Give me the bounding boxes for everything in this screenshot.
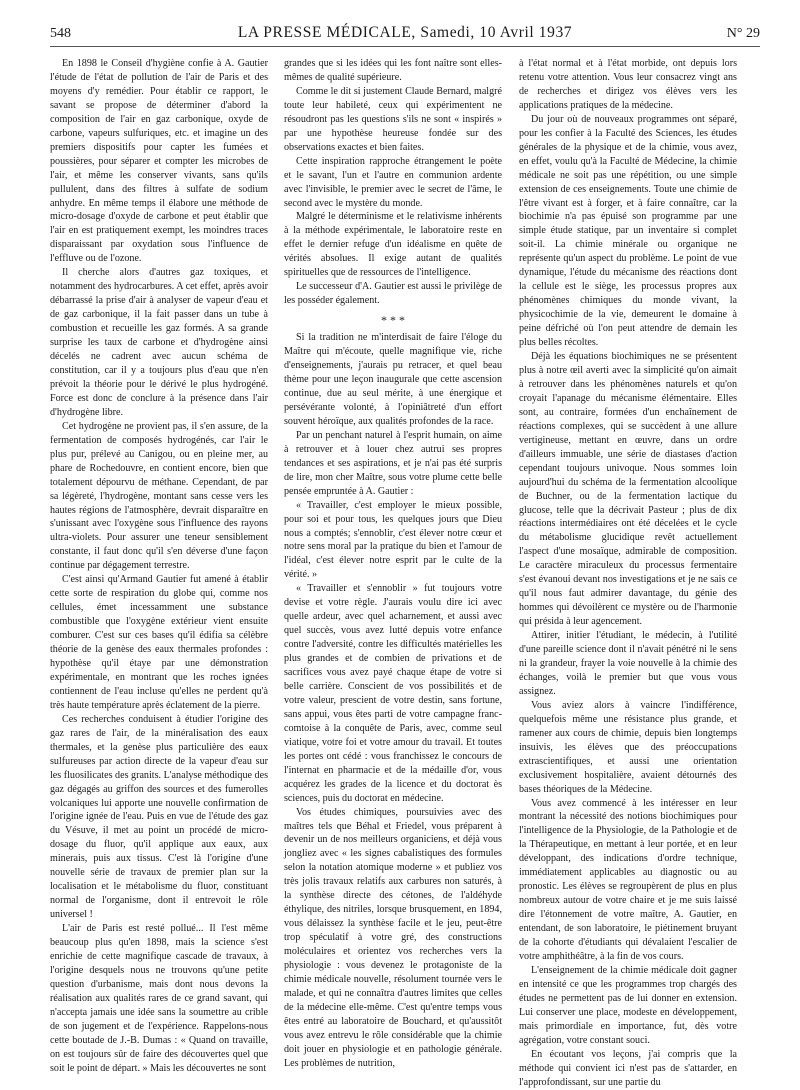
issue-number: N° 29 (726, 26, 760, 41)
journal-title: LA PRESSE MÉDICALE, Samedi, 10 Avril 1937 (237, 24, 573, 41)
column-3 (519, 57, 737, 1088)
column-2 (284, 57, 502, 1072)
paragraph: Il cherche alors d'autres gaz toxiques, et notamment des hydrocarbures. A cet effet, après avoir débarrassé la prise d'air à analyser de vapeur d'eau et de gaz carbonique, il la fait passer dans un tube à combustion et recueille les gaz formés. A sa grande surprise les taux de carbone et d'hydrogène ainsi décelés ne cadrent avec aucun schéma de constitution, car il y a toujours plus d'eau que n'en prévoit la théorie pour le dérivé le plus hydrogéné. Force est donc de conclure à la présence dans l'air d'hydrogène libre. (50, 267, 268, 418)
paragraph: Attirer, initier l'étudiant, le médecin, à l'utilité d'une pareille science dont il n'avait pénétré ni le sens ni la grandeur, frayer la voie nouvelle à la chimie des échanges, voilà le premier but que vous vous assignez. (519, 630, 737, 697)
column-1 (50, 57, 268, 1072)
paragraph: Si la tradition ne m'interdisait de faire l'éloge du Maître qui m'écoute, quelle magnifique vie, riche d'enseignements, j'aurais pu retracer, et quel beau thème pour une leçon inaugurale que cette ascension continue, due au seul mérite, à une énergique et persévérante volonté, à l'opiniâtreté d'un effort souvent héroïque, aux qualités profondes de la race. (284, 332, 502, 427)
paragraph: Ces recherches conduisent à étudier l'origine des gaz rares de l'air, de la minéralisation des eaux thermales, et la genèse plus particulière des eaux sulfureuses par action directe de la vapeur d'eau sur les fluosilicates des granits. L'analyse méthodique des gaz dégagés au griffon des sources et des fumerolles volcaniques lui apporte une nouvelle confirmation de l'origine ignée de l'eau. Puis en vue de l'étude des gaz du Vésuve, il met au point un procédé de micro-dosage du fluor, qu'il applique aux eaux, aux minerais, puis aux tissus. C'est là l'origine d'une nouvelle série de travaux de premier plan sur la localisation et le métabolisme du fluor, constituant normal de l'organisme, dont il entrevoit le rôle universel ! (50, 713, 268, 921)
paragraph: Vous aviez alors à vaincre l'indifférence, quelquefois même une résistance plus grande, et ramener aux cours de chimie, depuis bien longtemps insuivis, les élèves que des préoccupations extrascientifiques, et aussi une orientation exclusivement hospitalière, avaient détournés des bases théoriques de la Médecine. (519, 699, 737, 795)
paragraph: Malgré le déterminisme et le relativisme inhérents à la méthode expérimentale, le laboratoire reste en effet le dernier refuge d'un idéalisme en quête de vérités absolues. Il exige autant de qualités spirituelles que de ressources de l'intelligence. (284, 211, 502, 279)
paragraph: Du jour où de nouveaux programmes ont séparé, pour les confier à la Faculté des Sciences, les études générales de la physique et de la chimie, vous avez, en effet, voulu qu'à la Faculté de Médecine, la chimie médicale ne soit pas une répétition, ou une simple extension de ces enseignements. Toute une chimie de l'être vivant est à forger, et à faire connaître, car la biochimie n'a pas épuisé son programme par une simple étude statique, par un inventaire si complet soit-il. La chimie minérale ou organique ne représente qu'un aspect du problème. Le point de vue dynamique, l'étude du mécanisme des réactions dont la cellule est le siège, les processus propres aux phénomènes chimiques du monde vivant, la physicochimie de la vie, demeurent le domaine à peine défriché où l'on peut attendre de demain les plus belles récoltes. (519, 113, 737, 349)
paragraph: Le successeur d'A. Gautier est aussi le privilège de les posséder également. (284, 281, 502, 307)
paragraph: Comme le dit si justement Claude Bernard, malgré toute leur habileté, ceux qui expérimentent ne résoudront pas les questions s'ils ne sont « inspirés » par une hypothèse heureuse fondée sur des observations exactes et bien faites. (284, 85, 502, 153)
page-header (50, 20, 760, 47)
paragraph: Déjà les équations biochimiques ne se présentent plus à notre œil averti avec la simplicité qu'on aimait à retrouver dans les phénomènes naturels et qu'on croyait l'apanage du mécanisme élémentaire. Elles sont, au contraire, formées d'un enchaînement de réactions complexes, qui se succèdent à une allure vertigineuse, mettant en œuvre, dans un ordre d'ailleurs immuable, une série de diastases d'action cependant toujours univoque. Nous sommes loin aujourd'hui du schéma de la fermentation alcoolique de Buchner, ou de la fermentation lactique du glucose, telle que la décrivait Pasteur ; plus de dix réactions intermédiaires ont été décelées et le cycle du métabolisme glucidique revêt actuellement l'aspect d'une mosaïque, admirable de composition. Le caractère miraculeux du processus fermentaire s'est évanoui devant nos investigations et je ne sais ce qu'il nous faut admirer davantage, du génie des hommes qui dévoilèrent ce mystère ou de l'harmonie qui présida à leur agencement. (519, 351, 737, 628)
paragraph-continuation: grandes que si les idées qui les font naître sont elles-mêmes de qualité supérieure. (284, 58, 502, 83)
paragraph: Cette inspiration rapproche étrangement le poète et le savant, l'un et l'autre en communion ardente avec l'invisible, le premier avec le secret de l'âme, le second avec le mystère du monde. (284, 155, 502, 209)
paragraph: « Travailler et s'ennoblir » fut toujours votre devise et votre règle. J'aurais voulu dire ici avec quelle ardeur, avec quel acharnement, et aussi avec quel succès, vous avez lutté depuis votre enfance contre l'adversité, contre les difficultés matérielles les plus grandes et de combien de privations et de sacrifices vous avez payé chaque étape de votre si belle carrière. Conscient de vos possibilités et de votre valeur, prescient de votre destin, sans fortune, sans appui, vous êtes parti de votre campagne franc-comtoise à la conquête de Paris, avec, comme seul viatique, votre foi et votre amour du travail. Et toutes les portes ont cédé : vous franchissez le concours de l'internat en pharmacie et de la médaille d'or, vous acquérez les grades de la licence et du doctorat ès sciences, puis du doctorat en médecine. (284, 583, 502, 804)
paragraph: L'enseignement de la chimie médicale doit gagner en intensité ce que les programmes trop chargés des études ne permettent pas de lui donner en extension. Lui conserver une place, modeste en développement, mais primordiale en importance, fut, dès votre agrégation, votre constant souci. (519, 964, 737, 1046)
section-separator: * * * (381, 313, 405, 328)
paragraph: Vos études chimiques, poursuivies avec des maîtres tels que Béhal et Friedel, vous préparent à devenir un de nos meilleurs organiciens, et déjà vous jongliez avec « les signes cabalistiques des formules selon la notation atomique moderne » et publiez vos très jolis travaux relatifs aux carbures non saturés, à la synthèse directe des cétones, de l'aldéhyde éthylique, des nitriles, lorsque brusquement, en 1894, vous délaissez la synthèse facile et le jeu, peut-être trop spéculatif à votre gré, des constructions moléculaires et orientez vos recherches vers la physiologie : vous devenez le protagoniste de la chimie médicale nouvelle, résolument tournée vers le malade, et qui ne connaîtra d'autres limites que celles de la médecine elle-même. C'est qu'entre temps vous êtes entré au laboratoire de Bouchard, et qu'aussitôt vous avez entrevu le rôle considérable que la chimie doit jouer en physiologie et en pathologie générale. Les problèmes de nutrition, (284, 806, 502, 1069)
paragraph: Par un penchant naturel à l'esprit humain, on aime à retrouver et à louer chez autrui ses propres tendances et ses aspirations, et je n'ai pas été surpris de lire, mon cher Maître, sous votre plume cette belle pensée empruntée à A. Gautier : (284, 429, 502, 497)
paragraph: En 1898 le Conseil d'hygiène confie à A. Gautier l'étude de l'état de pollution de l'air de Paris et des moyens d'y remédier. Pour établir ce rapport, le savant se propose de déterminer d'abord la composition de l'air en gaz carbonique, oxyde de carbone, vapeurs sulfuriques, etc. et imagine un des premiers dispositifs pour capter les fumées et poussières, pour séparer et compter les microbes de l'air, et même les conserver vivants, sans qu'ils pullulent, dans des filtres à sulfate de sodium anhydre. En même temps il élabore une méthode de micro-dosage d'oxyde de carbone et peut établir que l'air en est pratiquement exempt, les moindres traces disparaissant par oxydation sous l'influence de l'effluve ou de l'ozone. (50, 58, 268, 265)
paragraph: C'est ainsi qu'Armand Gautier fut amené à établir cette sorte de respiration du globe qui, comme nos cellules, émet incessamment une substance combustible que l'oxygène extérieur vient ensuite comburer. C'est sur ces bases qu'il édifia sa célèbre théorie de la genèse des eaux thermales profondes : hypothèse qu'il étaye par une démonstration expérimentale, en montrant que les roches ignées contiennent de l'eau incluse qu'elles ne perdent qu'à très haute température après éclatement de la pierre. (50, 574, 268, 711)
quotation: « Travailler, c'est employer le mieux possible, pour soi et pour tous, les quelques jours que Dieu nous a comptés; s'ennoblir, c'est élever notre cœur et notre sens moral par la pratique du bien et l'amour de l'idéal, c'est élever notre esprit par le culte de la vérité. » (284, 499, 502, 581)
page-number: 548 (50, 26, 71, 41)
paragraph: Cet hydrogène ne provient pas, il s'en assure, de la fermentation de composés hydrogénés, car l'air le plus pur, prélevé au Canigou, ou en pleine mer, au phare de Rochedouvre, en contient encore, bien que totalement dépourvu de méthane. Cependant, de par sa légèreté, l'hydrogène, montant sans cesse vers les hautes régions de l'atmosphère, devrait disparaître en s'unissant avec l'oxygène sous l'influence des rayons ultra-violets. Pour assurer une teneur sensiblement constante, il faut donc qu'il s'en déverse d'une façon continue par dégagement terrestre. (50, 420, 268, 572)
paragraph: Vous avez commencé à les intéresser en leur montrant la nécessité des notions biochimiques pour l'intelligence de la Physiologie, de la Pathologie et de la Thérapeutique, en mettant à leur portée, et en leur développant, des indications d'ordre technique, immédiatement applicables au diagnostic ou au pronostic. Les élèves se regroupèrent de plus en plus nombreux autour de votre chaire et je me suis laissé dire l'étonnement de votre maître, A. Gautier, en entendant, de son laboratoire, le piétinement bruyant de la cohorte d'étudiants qui dévalaient l'escalier de votre amphithéâtre, à la fin de vos cours. (519, 797, 737, 962)
paragraph-continuation: à l'état normal et à l'état morbide, ont depuis lors retenu votre attention. Vous leur consacrez vingt ans de recherches et dirigez vos élèves vers les applications pratiques de la médecine. (519, 58, 737, 111)
paragraph: En écoutant vos leçons, j'ai compris que la méthode qui convient ici n'est pas de s'attarder, en l'approfondissant, sur une partie du (519, 1048, 737, 1088)
paragraph: L'air de Paris est resté pollué... Il l'est même beaucoup plus qu'en 1898, mais la science s'est enrichie de cette magnifique cascade de travaux, à l'origine desquels nous ne trouvons qu'une petite question d'urbanisme, mais dont nous devons la réalisation aux qualités rares de ce grand savant, qui n'accepta jamais une idée sans la soumettre au crible de son jugement et de l'expérience. Rappelons-nous cette boutade de J.-B. Dumas : « Quand on travaille, on est toujours sûr de faire des découvertes quel que soit le point de départ. » Mais les découvertes ne sont (50, 923, 268, 1074)
